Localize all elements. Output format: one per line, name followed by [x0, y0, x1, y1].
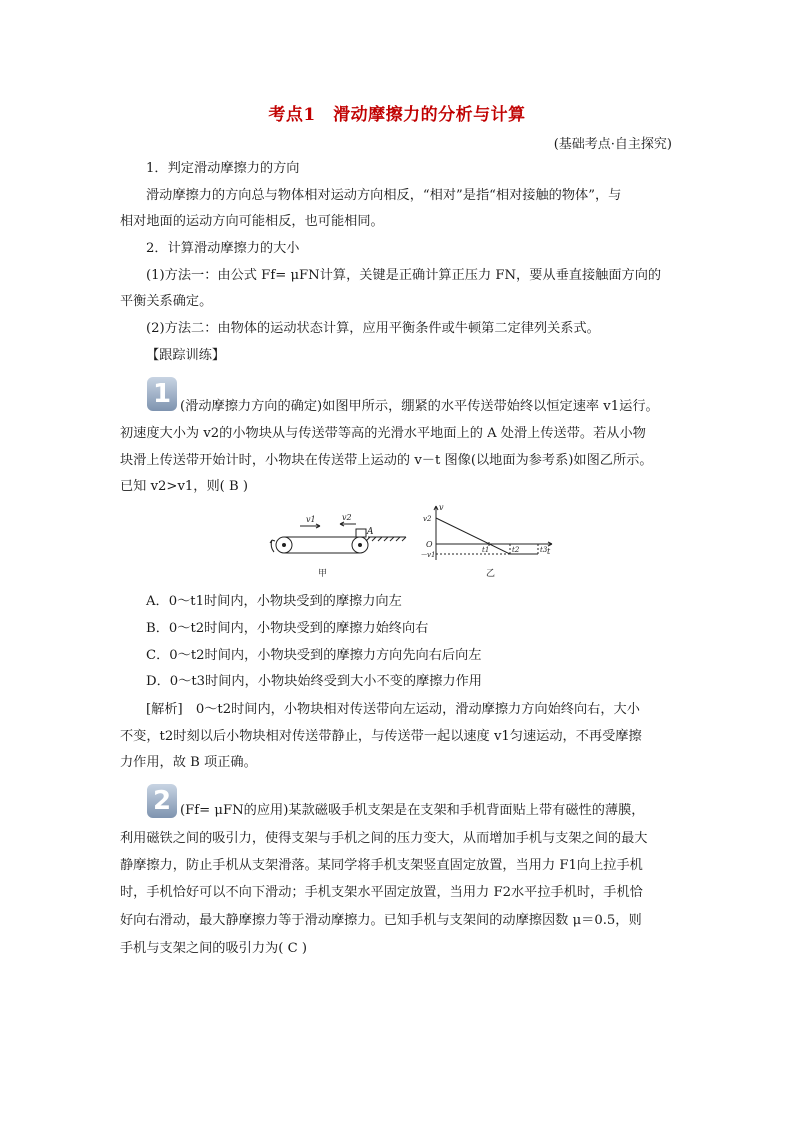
- method-1-line: 平衡关系确定。: [120, 294, 213, 309]
- option-D: D．0～t3时间内，小物块始终受到大小不变的摩擦力作用: [146, 674, 482, 689]
- section-heading-2: 2．计算滑动摩擦力的大小: [146, 241, 300, 256]
- conveyor-belt-diagram: [270, 522, 406, 553]
- question-1-line: 初速度大小为 v2的小物块从与传送带等高的光滑水平地面上的 A 处滑上传送带。若从小物: [120, 426, 646, 441]
- question-2-line: 利用磁铁之间的吸引力，使得支架与手机之间的压力变大，从而增加手机与支架之间的最大: [120, 831, 648, 846]
- analysis-line: 不变，t2时刻以后小物块相对传送带静止，与传送带一起以速度 v1匀速运动，不再受摩擦: [120, 729, 642, 744]
- question-2-line: 静摩擦力，防止手机从支架滑落。某同学将手机支架竖直固定放置，当用力 F1向上拉手机: [120, 858, 643, 873]
- label-tick-v2: v2: [423, 515, 432, 523]
- question-2-line: 好向右滑动，最大静摩擦力等于滑动摩擦力。已知手机与支架间的动摩擦因数 μ＝0.5，则: [120, 913, 642, 928]
- method-2-line: (2)方法二：由物体的运动状态计算，应用平衡条件或牛顿第二定律列关系式。: [146, 321, 600, 336]
- training-header: 【跟踪训练】: [146, 348, 226, 363]
- option-B: B．0～t2时间内，小物块受到的摩擦力始终向右: [146, 621, 429, 636]
- question-2-line: 手机与支架之间的吸引力为( C ): [120, 941, 308, 956]
- label-yi: 乙: [486, 569, 496, 579]
- question-2-number-icon: 2: [147, 784, 177, 818]
- label-t3: t3: [540, 546, 548, 554]
- option-C: C．0～t2时间内，小物块受到的摩擦力方向先向右后向左: [146, 648, 482, 663]
- label-axis-t: t: [547, 547, 551, 556]
- vt-graph: [434, 506, 552, 560]
- label-v2: v2: [342, 513, 352, 522]
- section-subtitle: (基础考点·自主探究): [553, 137, 672, 152]
- analysis-line: [解析] 0～t2时间内，小物块相对传送带向左运动，滑动摩擦力方向始终向右，大小: [146, 702, 640, 717]
- label-v1: v1: [306, 515, 316, 524]
- section-heading-1: 1．判定滑动摩擦力的方向: [146, 161, 300, 176]
- question-1-line: (滑动摩擦力方向的确定)如图甲所示，绷紧的水平传送带始终以恒定速率 v1运行。: [180, 399, 659, 414]
- paragraph-line: 相对地面的运动方向可能相反，也可能相同。: [120, 214, 384, 229]
- option-A: A．0～t1时间内，小物块受到的摩擦力向左: [146, 594, 402, 609]
- question-2-line: (Ff= μFN的应用)某款磁吸手机支架是在支架和手机背面贴上带有磁性的薄膜，: [180, 803, 645, 818]
- method-1-line: (1)方法一：由公式 Ff= μFN计算，关键是正确计算正压力 FN，要从垂直接触面方向的: [146, 268, 662, 283]
- question-1-line: 块滑上传送带开始计时，小物块在传送带上运动的 v－t 图像(以地面为参考系)如图乙所示。: [120, 453, 653, 468]
- question-1-figure: [260, 502, 560, 582]
- label-tick-neg-v1: －v1: [420, 551, 436, 559]
- label-jia: 甲: [318, 569, 328, 579]
- label-axis-v: v: [439, 503, 444, 512]
- label-t2: t2: [512, 546, 520, 554]
- question-1-line: 已知 v2>v1，则( B ): [120, 479, 249, 494]
- conveyor-and-vt-graph: [260, 502, 560, 582]
- paragraph-line: 滑动摩擦力的方向总与物体相对运动方向相反，“相对”是指“相对接触的物体”，与: [146, 188, 622, 203]
- label-t1: t1: [482, 546, 490, 554]
- analysis-line: 力作用，故 B 项正确。: [120, 755, 257, 770]
- label-origin: O: [426, 540, 433, 549]
- question-2-line: 时，手机恰好可以不向下滑动；手机支架水平固定放置，当用力 F2水平拉手机时，手机恰: [120, 885, 643, 900]
- question-1-number-icon: 1: [147, 377, 177, 411]
- page-title: 考点1 滑动摩擦力的分析与计算: [268, 105, 526, 125]
- label-A: A: [367, 527, 374, 537]
